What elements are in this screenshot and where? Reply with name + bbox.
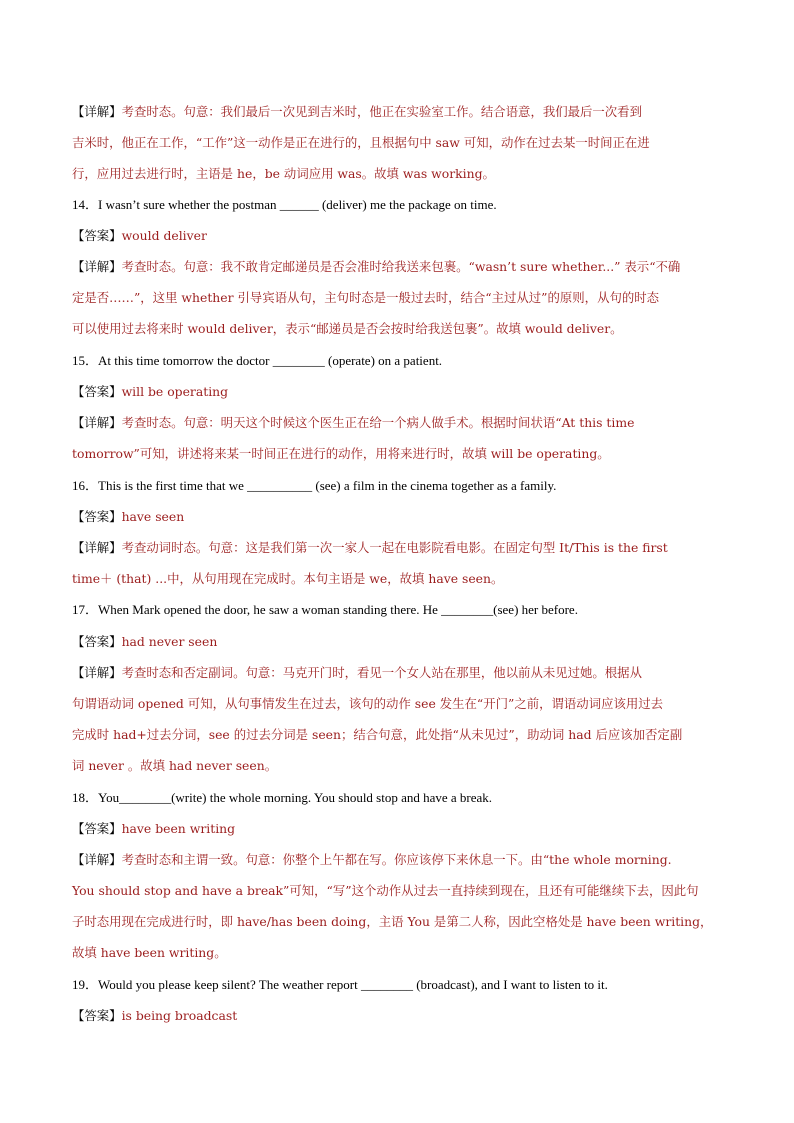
explanation-q18-line2: You should stop and have a break”可知，“写”这个动作从过去一直持续到现在，且还有可能继续下去，因此句	[72, 883, 699, 898]
explanation-q17-line4: 词 never 。故填 had never seen。	[72, 758, 278, 773]
explanation-q17-line2: 句谓语动词 opened 可知，从句事情发生在过去，该句的动作 see 发生在“开门”之前，谓语动词应该用过去	[72, 696, 664, 711]
question-15: 15．At this time tomorrow the doctor ________ (operate) on a patient.	[72, 353, 443, 368]
explanation-q13-line3: 行，应用过去进行时，主语是 he，be 动词应用 was。故填 was working。	[72, 166, 495, 181]
explanation-q16-line1: 【详解】考查动词时态。句意：这是我们第一次一家人一起在电影院看电影。在固定句型 It/This is the first	[72, 540, 668, 555]
explanation-q17-line1: 【详解】考查时态和否定副词。句意：马克开门时，看见一个女人站在那里，他以前从未见过她。根据从	[72, 665, 642, 680]
question-14: 14．I wasn’t sure whether the postman ______ (deliver) me the package on time.	[72, 197, 497, 212]
explanation-q18-line3: 子时态用现在完成进行时，即 have/has been doing，主语 You 是第二人称，因此空格处是 have been writing，	[72, 914, 713, 929]
question-17: 17．When Mark opened the door, he saw a woman standing there. He ________(see) her before.	[72, 602, 578, 617]
explanation-q13-line2: 吉米时，他正在工作，“工作”这一动作是正在进行的，且根据句中 saw 可知，动作在过去某一时间正在进	[72, 135, 650, 150]
explanation-q13-line1: 【详解】考查时态。句意：我们最后一次见到吉米时，他正在实验室工作。结合语意，我们最后一次看到	[72, 104, 642, 119]
question-19: 19．Would you please keep silent? The weather report ________ (broadcast), and I want to listen to it.	[72, 977, 608, 992]
answer-16: 【答案】have seen	[72, 509, 185, 524]
explanation-q18-line4: 故填 have been writing。	[72, 945, 227, 960]
answer-19: 【答案】is being broadcast	[72, 1008, 238, 1023]
answer-15: 【答案】will be operating	[72, 384, 229, 399]
explanation-q14-line1: 【详解】考查时态。句意：我不敢肯定邮递员是否会准时给我送来包裹。“wasn’t sure whether...” 表示“不确	[72, 259, 681, 274]
explanation-q14-line3: 可以使用过去将来时 would deliver，表示“邮递员是否会按时给我送包裹”。故填 would deliver。	[72, 321, 623, 336]
explanation-q14-line2: 定是否……”，这里 whether 引导宾语从句，主句时态是一般过去时，结合“主过从过”的原则，从句的时态	[72, 290, 660, 305]
explanation-q18-line1: 【详解】考查时态和主谓一致。句意：你整个上午都在写。你应该停下来休息一下。由“the whole morning.	[72, 852, 672, 867]
explanation-q16-line2: time＋ (that) ...中，从句用现在完成时。本句主语是 we，故填 have seen。	[72, 571, 504, 586]
explanation-q17-line3: 完成时 had+过去分词，see 的过去分词是 seen；结合句意，此处指“从未见过”，助动词 had 后应该加否定副	[72, 727, 683, 742]
explanation-q15-line2: tomorrow”可知，讲述将来某一时间正在进行的动作，用将来进行时，故填 will be operating。	[72, 446, 610, 461]
question-16: 16．This is the first time that we __________ (see) a film in the cinema together as a family.	[72, 478, 557, 493]
answer-18: 【答案】have been writing	[72, 821, 236, 836]
answer-17: 【答案】had never seen	[72, 634, 218, 649]
question-18: 18．You________(write) the whole morning. You should stop and have a break.	[72, 790, 493, 805]
answer-14: 【答案】would deliver	[72, 228, 207, 243]
explanation-q15-line1: 【详解】考查时态。句意：明天这个时候这个医生正在给一个病人做手术。根据时间状语“At this time	[72, 415, 635, 430]
